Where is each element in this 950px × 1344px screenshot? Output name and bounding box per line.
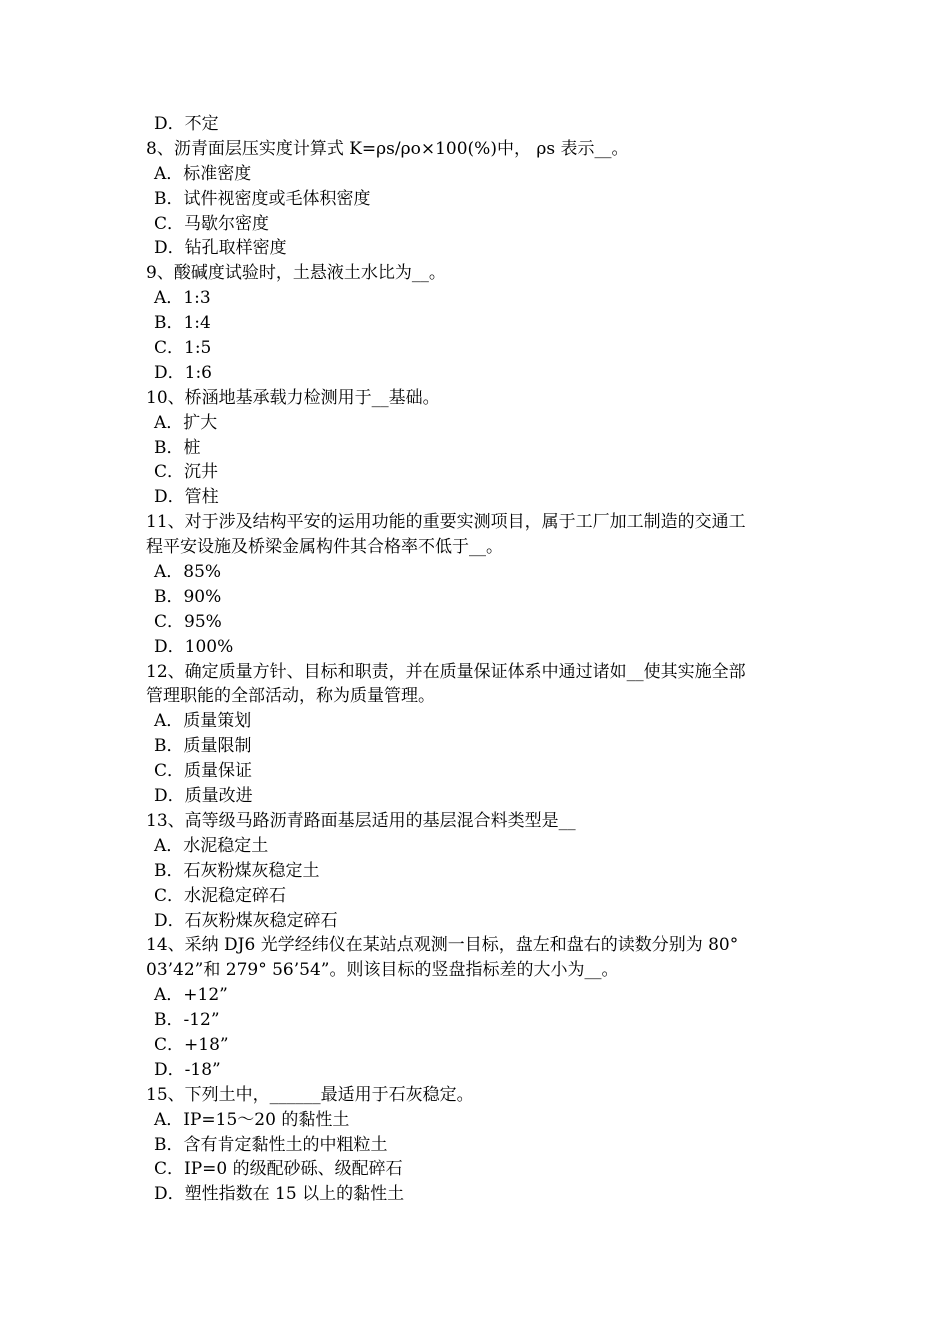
option-line: A．IP=15～20 的黏性土: [154, 1109, 350, 1130]
question-line: 11、对于涉及结构平安的运用功能的重要实测项目，属于工厂加工制造的交通工: [146, 512, 746, 533]
option-line: D．质量改进: [154, 786, 253, 807]
question-line: 03’42”和 279° 56’54”。则该目标的竖盘指标差的大小为__。: [146, 960, 619, 981]
option-line: C．+18”: [154, 1034, 229, 1055]
question-line: 10、桥涵地基承载力检测用于__基础。: [146, 387, 440, 408]
option-line: B．石灰粉煤灰稳定土: [154, 860, 320, 881]
question-line: 8、沥青面层压实度计算式 K=ρs/ρo×100(%)中， ρs 表示__。: [146, 138, 629, 159]
option-line: B．1:4: [154, 313, 211, 334]
question-line: 13、高等级马路沥青路面基层适用的基层混合料类型是__: [146, 810, 576, 831]
document-body: [146, 112, 810, 1207]
question-line: 14、采纳 DJ6 光学经纬仪在某站点观测一目标，盘左和盘右的读数分别为 80°: [146, 935, 739, 956]
option-line: B．试件视密度或毛体积密度: [154, 188, 371, 209]
option-line: D．管柱: [154, 487, 219, 508]
option-line: A．85%: [154, 562, 222, 583]
option-line: D．-18”: [154, 1059, 221, 1080]
question-line: 15、下列土中，______最适用于石灰稳定。: [146, 1084, 474, 1105]
question-line: 9、酸碱度试验时，土悬液土水比为__。: [146, 263, 446, 284]
option-line: A．1:3: [154, 288, 211, 309]
option-line: A．+12”: [154, 985, 228, 1006]
option-line: C．质量保证: [154, 761, 253, 782]
option-line: C．马歇尔密度: [154, 213, 270, 234]
option-line: C．IP=0 的级配砂砾、级配碎石: [154, 1159, 403, 1180]
option-line: B．桩: [154, 437, 201, 458]
question-line: 管理职能的全部活动，称为质量管理。: [146, 686, 435, 707]
option-line: B．-12”: [154, 1010, 220, 1031]
option-line: A．水泥稳定土: [154, 835, 269, 856]
option-line: C．水泥稳定碎石: [154, 885, 287, 906]
option-line: B．质量限制: [154, 736, 252, 757]
option-line: A．质量策划: [154, 711, 252, 732]
question-line: 程平安设施及桥梁金属构件其合格率不低于__。: [146, 537, 503, 558]
option-line: D．100%: [154, 636, 234, 657]
option-line: D．不定: [154, 114, 219, 134]
option-line: D．塑性指数在 15 以上的黏性土: [154, 1184, 405, 1205]
option-line: B．90%: [154, 586, 222, 607]
option-line: D．钻孔取样密度: [154, 238, 287, 259]
option-line: B．含有肯定黏性土的中粗粒土: [154, 1134, 388, 1155]
option-line: D．1:6: [154, 362, 212, 383]
option-line: C．95%: [154, 611, 222, 632]
option-line: D．石灰粉煤灰稳定碎石: [154, 910, 338, 931]
question-line: 12、确定质量方针、目标和职责，并在质量保证体系中通过诸如__使其实施全部: [146, 661, 746, 682]
option-line: A．标准密度: [154, 163, 252, 184]
option-line: A．扩大: [154, 412, 218, 433]
option-line: C．1:5: [154, 338, 212, 359]
option-line: C．沉井: [154, 462, 219, 483]
